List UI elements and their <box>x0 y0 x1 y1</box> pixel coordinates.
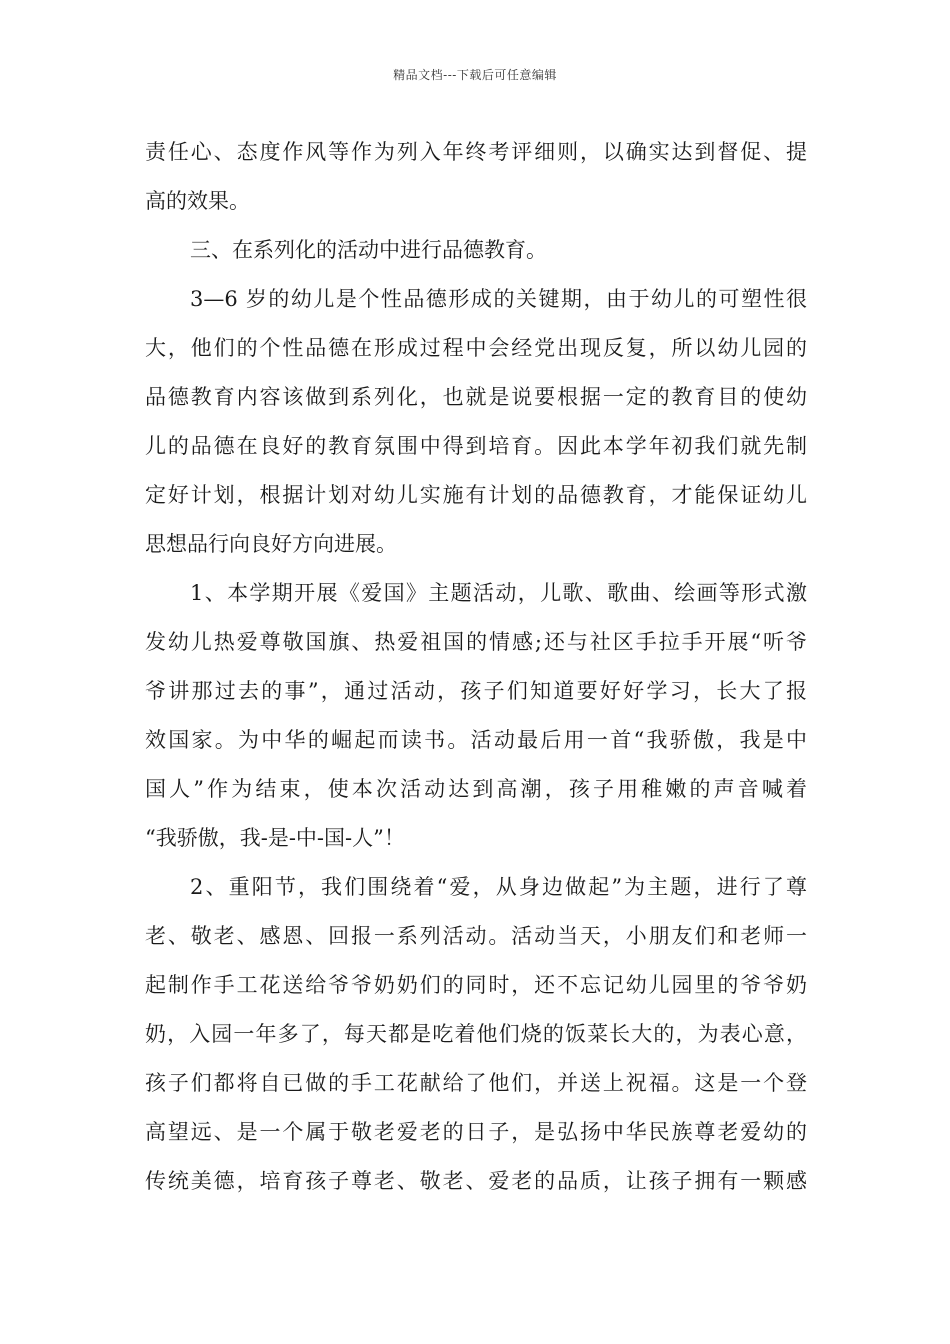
text-line: 儿的品德在良好的教育氛围中得到培育。因此本学年初我们就先制 <box>145 434 807 458</box>
text-line: 三、在系列化的活动中进行品德教育。 <box>190 238 547 262</box>
paragraph <box>145 226 807 275</box>
text-line: 3—6 岁的幼儿是个性品德形成的关键期，由于幼儿的可塑性很 <box>190 287 807 311</box>
text-line: 1、本学期开展《爱国》主题活动，儿歌、歌曲、绘画等形式激 <box>190 581 807 605</box>
text-line: 责任心、态度作风等作为列入年终考评细则，以确实达到督促、提 <box>145 140 807 164</box>
paragraph <box>145 863 807 1206</box>
text-line: 思想品行向良好方向进展。 <box>145 532 397 556</box>
document-body <box>145 128 807 1206</box>
text-line: 高望远、是一个属于敬老爱老的日子，是弘扬中华民族尊老爱幼的 <box>145 1120 807 1144</box>
text-line: 传统美德，培育孩子尊老、敬老、爱老的品质，让孩子拥有一颗感 <box>145 1169 807 1193</box>
text-line: 起制作手工花送给爷爷奶奶们的同时，还不忘记幼儿园里的爷爷奶 <box>145 973 807 997</box>
text-line: 老、敬老、感恩、回报一系列活动。活动当天，小朋友们和老师一 <box>145 924 807 948</box>
text-line: 爷讲那过去的事”，通过活动，孩子们知道要好好学习，长大了报 <box>145 679 807 703</box>
paragraph <box>145 275 807 569</box>
text-line: “我骄傲，我-是-中-国-人”！ <box>145 826 405 850</box>
text-line: 2、重阳节，我们围绕着“爱，从身边做起”为主题，进行了尊 <box>190 875 807 899</box>
text-line: 孩子们都将自已做的手工花献给了他们，并送上祝福。这是一个登 <box>145 1071 807 1095</box>
paragraph <box>145 128 807 226</box>
paragraph <box>145 569 807 863</box>
text-line: 国人”作为结束，使本次活动达到高潮，孩子用稚嫩的声音喊着 <box>145 777 807 801</box>
text-line: 品德教育内容该做到系列化，也就是说要根据一定的教育目的使幼 <box>145 385 807 409</box>
page-header: 精品文档---下载后可任意编辑 <box>393 68 557 82</box>
text-line: 定好计划，根据计划对幼儿实施有计划的品德教育，才能保证幼儿 <box>145 483 807 507</box>
text-line: 奶，入园一年多了，每天都是吃着他们烧的饭菜长大的，为表心意， <box>145 1022 807 1046</box>
text-line: 大，他们的个性品德在形成过程中会经党出现反复，所以幼儿园的 <box>145 336 807 360</box>
text-line: 高的效果。 <box>145 189 250 213</box>
text-line: 发幼儿热爱尊敬国旗、热爱祖国的情感;还与社区手拉手开展“听爷 <box>145 630 807 654</box>
text-line: 效国家。为中华的崛起而读书。活动最后用一首“我骄傲，我是中 <box>145 728 807 752</box>
